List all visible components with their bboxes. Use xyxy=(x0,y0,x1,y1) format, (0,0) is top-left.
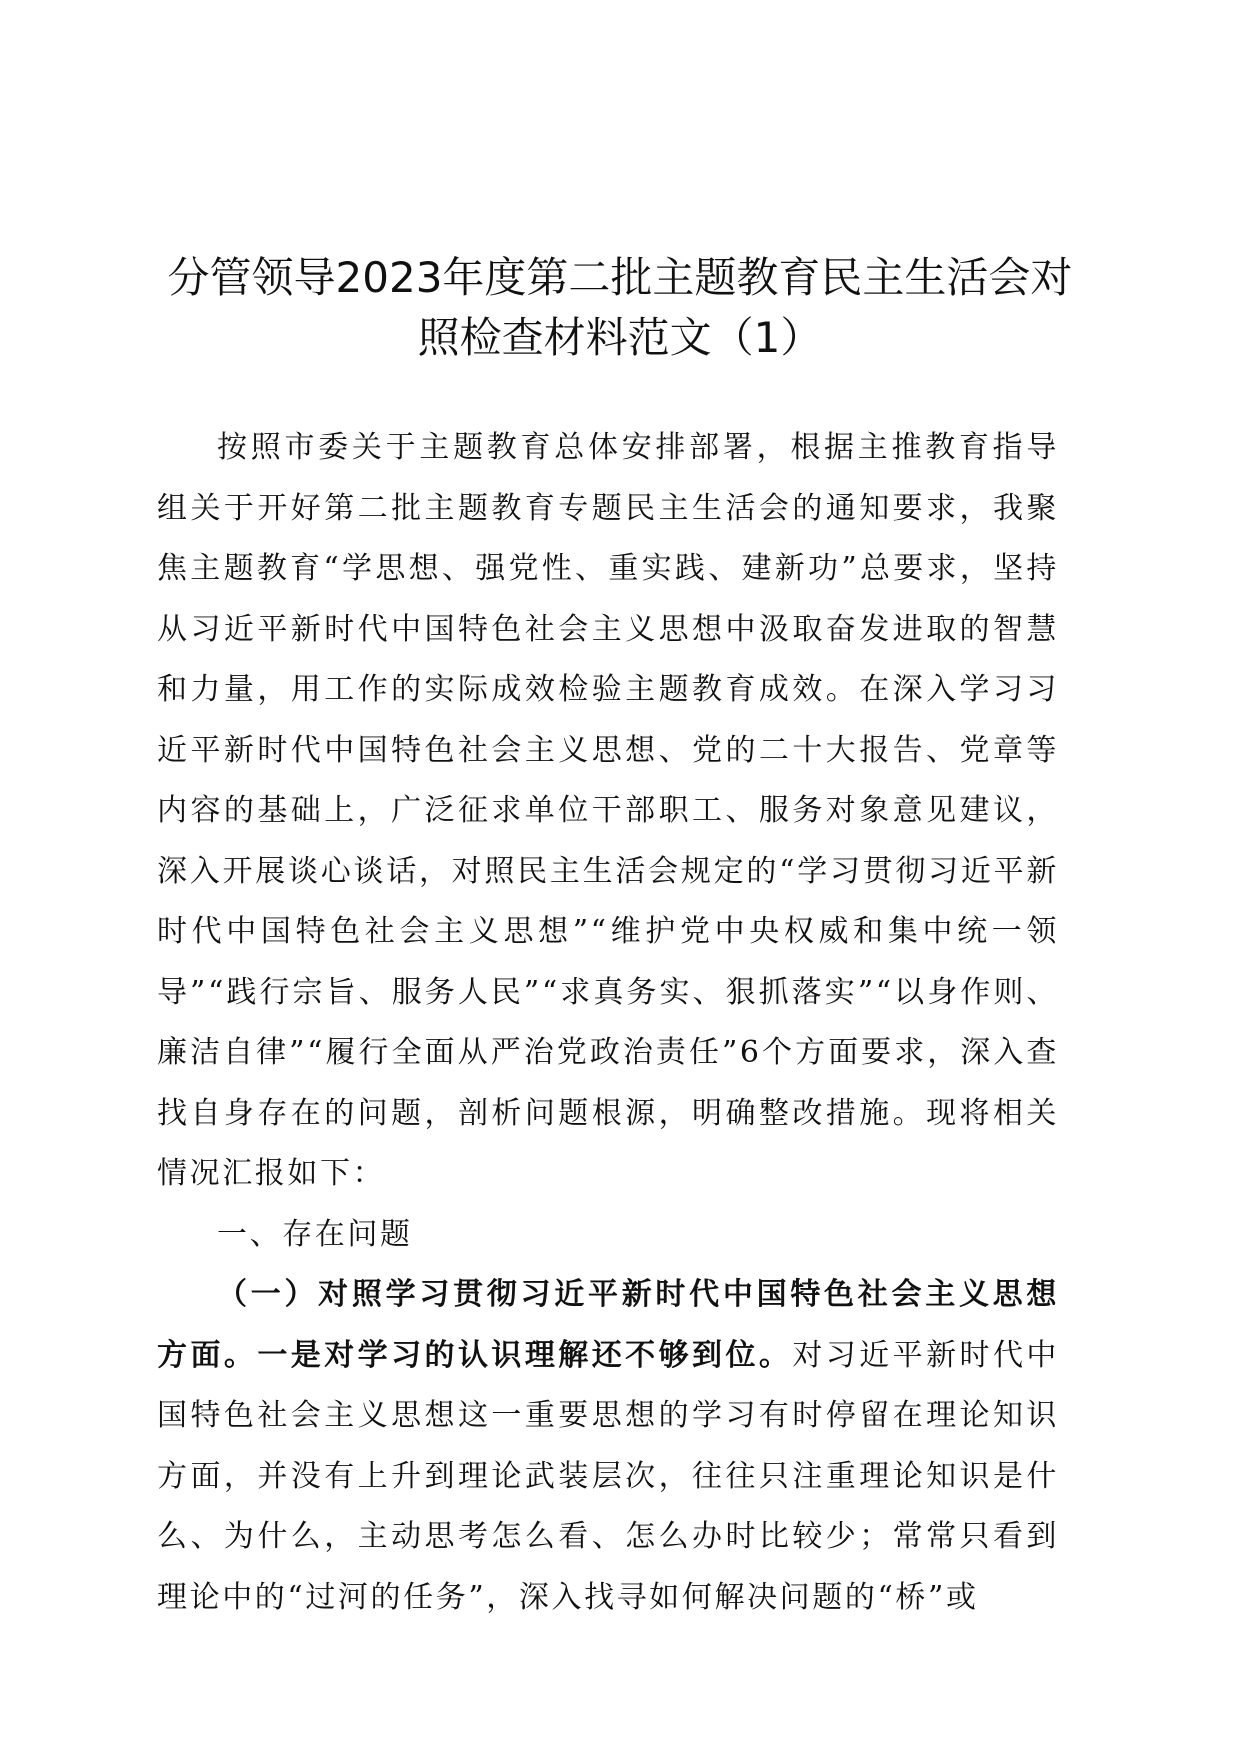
document-title: 分管领导2023年度第二批主题教育民主生活会对照检查材料范文（1） xyxy=(167,253,1073,362)
subsection-bold-lead: （一）对照学习贯彻习近平新时代中国特色社会主义思想方面。一是对学习的认识理解还不够到位。 xyxy=(157,1277,1059,1373)
subsection-body: 对习近平新时代中国特色社会主义思想这一重要思想的学习有时停留在理论知识方面，并没有上升到理论武装层次，往往只注重理论知识是什么、为什么，主动思考怎么看、怎么办时比较少；常常只看到理论中的“过河的任务”，深入找寻如何解决问题的“桥”或 xyxy=(157,1337,1059,1615)
document-body xyxy=(157,418,1059,1628)
intro-paragraph: 按照市委关于主题教育总体安排部署，根据主推教育指导组关于开好第二批主题教育专题民主生活会的通知要求，我聚焦主题教育“学思想、强党性、重实践、建新功”总要求，坚持从习近平新时代中国特色社会主义思想中汲取奋发进取的智慧和力量，用工作的实际成效检验主题教育成效。在深入学习习近平新时代中国特色社会主义思想、党的二十大报告、党章等内容的基础上，广泛征求单位干部职工、服务对象意见建议，深入开展谈心谈话，对照民主生活会规定的“学习贯彻习近平新时代中国特色社会主义思想”“维护党中央权威和集中统一领导”“践行宗旨、服务人民”“求真务实、狠抓落实”“以身作则、廉洁自律”“履行全面从严治党政治责任”6个方面要求，深入查找自身存在的问题，剖析问题根源，明确整改措施。现将相关情况汇报如下： xyxy=(157,430,1059,1191)
subsection-paragraph xyxy=(157,1265,1059,1628)
section-heading: 一、存在问题 xyxy=(217,1216,413,1252)
